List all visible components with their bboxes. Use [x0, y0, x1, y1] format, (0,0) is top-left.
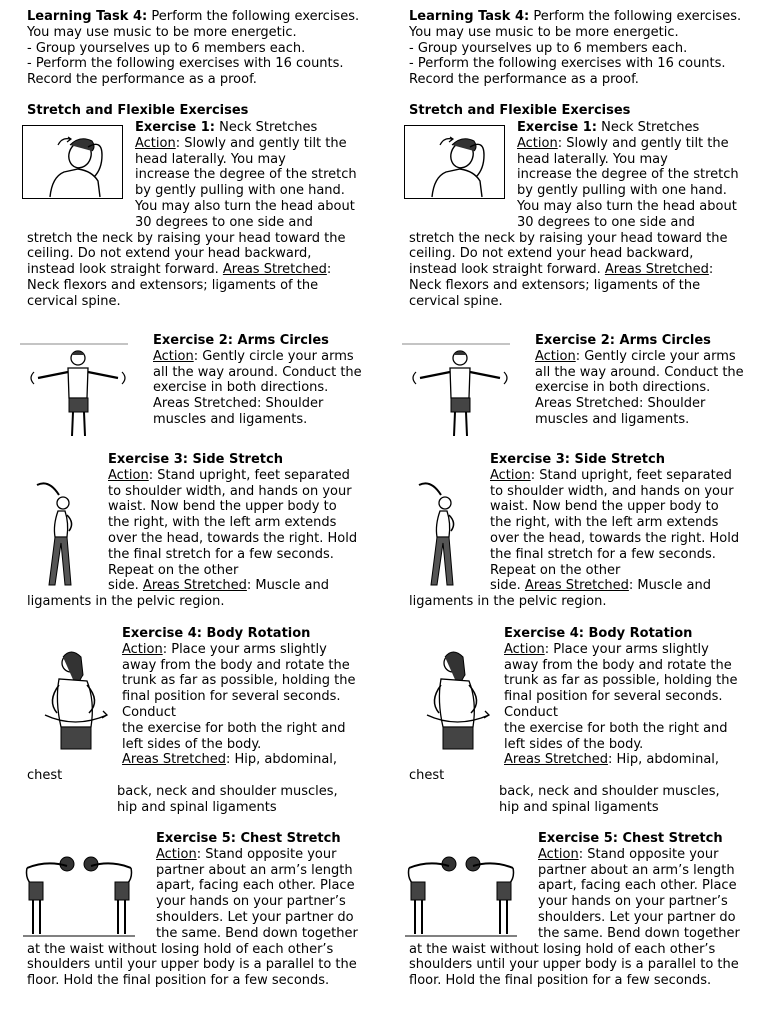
- exercise-text: chest: [27, 768, 63, 784]
- task-line: - Group yourselves up to 6 members each.: [27, 40, 306, 56]
- exercise-text: floor. Hold the final position for a few seconds.: [409, 973, 712, 989]
- exercise-text: all the way around. Conduct the: [535, 364, 744, 380]
- exercise-text: shoulders. Let your partner do: [538, 909, 736, 925]
- exercise-text: ceiling. Do not extend your head backward,: [409, 246, 694, 262]
- exercise-2: [27, 333, 369, 428]
- exercise-text: the same. Bend down together: [156, 925, 358, 941]
- exercise-text: Neck flexors and extensors; ligaments of the: [409, 277, 701, 293]
- exercise-name: Neck Stretches: [219, 120, 318, 135]
- exercise-text: : Stand upright, feet separated: [148, 467, 350, 483]
- exercise-label: Exercise 1:: [517, 120, 597, 135]
- exercise-text: muscles and ligaments.: [153, 411, 308, 427]
- exercise-text: ceiling. Do not extend your head backward,: [27, 246, 312, 262]
- exercise-3: [409, 452, 751, 610]
- action-label: Action: [108, 467, 149, 483]
- exercise-5: [27, 831, 369, 989]
- exercise-text: muscles and ligaments.: [535, 411, 690, 427]
- exercise-text: apart, facing each other. Place: [156, 878, 355, 894]
- exercise-title: Exercise 3: Side Stretch: [108, 452, 283, 467]
- exercise-text: shoulders until your upper body is a parallel to the: [27, 957, 357, 973]
- task-line: You may use music to be more energetic.: [409, 24, 679, 40]
- exercise-1: Exercise 1: Neck Stretches Action: Slowly and gently tilt the head laterally. You may increase the degree of the stretch by gently pulling with one hand. You may also turn the head about 30 degrees to one side and stretch the neck by raising your head toward the ceiling. Do not extend your head backward, instead look straight forward. Areas Stretched: Neck flexors and extensors; ligaments of the cervical spine.: [27, 120, 369, 310]
- task-line: Record the performance as a proof.: [27, 72, 257, 88]
- exercise-text: stretch the neck by raising your head toward the: [27, 230, 346, 246]
- exercise-text: shoulders until your upper body is a parallel to the: [409, 957, 739, 973]
- exercise-text: at the waist without losing hold of each other’s: [27, 941, 334, 957]
- action-label: Action: [517, 135, 558, 151]
- exercise-text: over the head, towards the right. Hold: [108, 530, 358, 546]
- areas-label: Areas Stretched: [222, 262, 327, 278]
- exercise-text: : Stand opposite your: [196, 846, 337, 862]
- exercise-text: apart, facing each other. Place: [538, 878, 737, 894]
- action-label: Action: [135, 135, 176, 151]
- areas-label: Areas Stretched: [524, 578, 629, 594]
- exercise-name: Neck Stretches: [601, 120, 700, 135]
- exercise-text: side.: [490, 578, 521, 594]
- exercise-text: exercise in both directions.: [535, 380, 711, 396]
- exercise-text: waist. Now bend the upper body to: [490, 499, 719, 515]
- exercise-text: Areas Stretched: Shoulder: [535, 396, 706, 412]
- task-line: You may use music to be more energetic.: [27, 24, 297, 40]
- action-label: Action: [504, 641, 545, 657]
- exercise-text: Areas Stretched: Shoulder: [153, 396, 324, 412]
- task-line: - Perform the following exercises with 16 counts.: [27, 56, 344, 72]
- action-label: Action: [535, 348, 576, 364]
- exercise-text: floor. Hold the final position for a few seconds.: [27, 973, 330, 989]
- exercise-text: : Stand upright, feet separated: [530, 467, 732, 483]
- exercise-title: Exercise 5: Chest Stretch: [538, 831, 723, 846]
- task-line: Record the performance as a proof.: [409, 72, 639, 88]
- action-label: Action: [490, 467, 531, 483]
- exercise-text: increase the degree of the stretch: [135, 167, 357, 183]
- exercise-title: Exercise 2: Arms Circles: [535, 333, 711, 348]
- task-line: - Perform the following exercises with 16 counts.: [409, 56, 726, 72]
- exercise-text: the exercise for both the right and: [504, 720, 728, 736]
- exercise-text: trunk as far as possible, holding the: [504, 673, 738, 689]
- exercise-title: Exercise 5: Chest Stretch: [156, 831, 341, 846]
- exercise-text: : Muscle and: [628, 578, 711, 594]
- exercise-text: stretch the neck by raising your head toward the: [409, 230, 728, 246]
- exercise-text: You may also turn the head about: [135, 198, 355, 214]
- exercise-text: : Muscle and: [246, 578, 329, 594]
- exercise-text: shoulders. Let your partner do: [156, 909, 354, 925]
- exercise-text: by gently pulling with one hand.: [517, 183, 727, 199]
- exercise-text: by gently pulling with one hand.: [135, 183, 345, 199]
- exercise-text: Conduct: [122, 704, 177, 720]
- exercise-text: instead look straight forward.: [409, 262, 601, 278]
- exercise-label: Exercise 1:: [135, 120, 215, 135]
- exercise-text: over the head, towards the right. Hold: [490, 530, 740, 546]
- task-instructions: [409, 9, 751, 88]
- exercise-text: exercise in both directions.: [153, 380, 329, 396]
- exercise-5: [409, 831, 751, 989]
- action-label: Action: [538, 846, 579, 862]
- areas-label: Areas Stretched: [142, 578, 247, 594]
- exercise-text: left sides of the body.: [122, 736, 262, 752]
- exercise-text: : Hip, abdominal,: [607, 752, 720, 768]
- exercise-text: at the waist without losing hold of each other’s: [409, 941, 716, 957]
- exercise-text: trunk as far as possible, holding the: [122, 673, 356, 689]
- exercise-text: : Gently circle your arms: [193, 348, 354, 364]
- exercise-title: Exercise 2: Arms Circles: [153, 333, 329, 348]
- exercise-text: : Stand opposite your: [578, 846, 719, 862]
- exercise-2: [409, 333, 751, 428]
- exercise-title: Exercise 3: Side Stretch: [490, 452, 665, 467]
- exercise-text: to shoulder width, and hands on your: [490, 483, 734, 499]
- exercise-text: hip and spinal ligaments: [117, 799, 277, 815]
- exercise-text: partner about an arm’s length: [156, 862, 353, 878]
- exercise-text: side.: [108, 578, 139, 594]
- exercise-text: ligaments in the pelvic region.: [409, 594, 607, 610]
- exercise-text: 30 degrees to one side and: [135, 214, 313, 230]
- exercise-text: : Slowly and gently tilt the: [557, 135, 729, 151]
- exercise-text: your hands on your partner’s: [538, 894, 728, 910]
- exercise-text: waist. Now bend the upper body to: [108, 499, 337, 515]
- exercise-4: [409, 626, 751, 816]
- exercise-text: : Place your arms slightly: [162, 641, 327, 657]
- exercise-text: cervical spine.: [409, 293, 503, 309]
- task-instructions: [27, 9, 369, 88]
- exercise-text: away from the body and rotate the: [504, 657, 732, 673]
- exercise-text: final position for several seconds.: [122, 689, 341, 705]
- task-intro: Perform the following exercises.: [151, 9, 360, 24]
- exercise-text: all the way around. Conduct the: [153, 364, 362, 380]
- section-title: Stretch and Flexible Exercises: [409, 103, 631, 118]
- exercise-text: the final stretch for a few seconds.: [108, 546, 334, 562]
- task-intro: Perform the following exercises.: [533, 9, 742, 24]
- exercise-text: the final stretch for a few seconds.: [490, 546, 716, 562]
- exercise-text: the same. Bend down together: [538, 925, 740, 941]
- exercise-text: back, neck and shoulder muscles,: [499, 783, 720, 799]
- exercise-text: Neck flexors and extensors; ligaments of the: [27, 277, 319, 293]
- action-label: Action: [153, 348, 194, 364]
- exercise-text: Conduct: [504, 704, 559, 720]
- exercise-text: head laterally. You may: [517, 151, 668, 167]
- exercise-text: the right, with the left arm extends: [108, 515, 337, 531]
- exercise-text: 30 degrees to one side and: [517, 214, 695, 230]
- areas-label: Areas Stretched: [504, 752, 608, 768]
- exercise-4: [27, 626, 369, 816]
- exercise-text: cervical spine.: [27, 293, 121, 309]
- exercise-text: increase the degree of the stretch: [517, 167, 739, 183]
- exercise-text: head laterally. You may: [135, 151, 286, 167]
- exercise-text: : Place your arms slightly: [544, 641, 709, 657]
- exercise-text: : Gently circle your arms: [575, 348, 736, 364]
- exercise-text: away from the body and rotate the: [122, 657, 350, 673]
- task-line: - Group yourselves up to 6 members each.: [409, 40, 688, 56]
- exercise-text: instead look straight forward.: [27, 262, 219, 278]
- exercise-title: Exercise 4: Body Rotation: [504, 626, 693, 641]
- exercise-text: your hands on your partner’s: [156, 894, 346, 910]
- action-label: Action: [156, 846, 197, 862]
- exercise-text: : Slowly and gently tilt the: [175, 135, 347, 151]
- exercise-text: to shoulder width, and hands on your: [108, 483, 352, 499]
- exercise-3: [27, 452, 369, 610]
- areas-label: Areas Stretched: [122, 752, 226, 768]
- exercise-text: left sides of the body.: [504, 736, 644, 752]
- exercise-text: partner about an arm’s length: [538, 862, 735, 878]
- areas-label: Areas Stretched: [604, 262, 709, 278]
- exercise-text: hip and spinal ligaments: [499, 799, 659, 815]
- task-heading: Learning Task 4:: [409, 9, 530, 24]
- task-heading: Learning Task 4:: [27, 9, 148, 24]
- exercise-text: : Hip, abdominal,: [225, 752, 338, 768]
- exercise-text: Repeat on the other: [108, 562, 239, 578]
- exercise-text: Repeat on the other: [490, 562, 621, 578]
- exercise-text: final position for several seconds.: [504, 689, 723, 705]
- action-label: Action: [122, 641, 163, 657]
- exercise-text: back, neck and shoulder muscles,: [117, 783, 338, 799]
- exercise-text: You may also turn the head about: [517, 198, 737, 214]
- exercise-text: chest: [409, 768, 445, 784]
- exercise-text: ligaments in the pelvic region.: [27, 594, 225, 610]
- exercise-text: the right, with the left arm extends: [490, 515, 719, 531]
- section-title: Stretch and Flexible Exercises: [27, 103, 249, 118]
- exercise-title: Exercise 4: Body Rotation: [122, 626, 311, 641]
- exercise-1: Exercise 1: Neck Stretches Action: Slowly and gently tilt the head laterally. You may increase the degree of the stretch by gently pulling with one hand. You may also turn the head about 30 degrees to one side and stretch the neck by raising your head toward the ceiling. Do not extend your head backward, instead look straight forward. Areas Stretched: Neck flexors and extensors; ligaments of the cervical spine.: [409, 120, 751, 310]
- exercise-text: the exercise for both the right and: [122, 720, 346, 736]
